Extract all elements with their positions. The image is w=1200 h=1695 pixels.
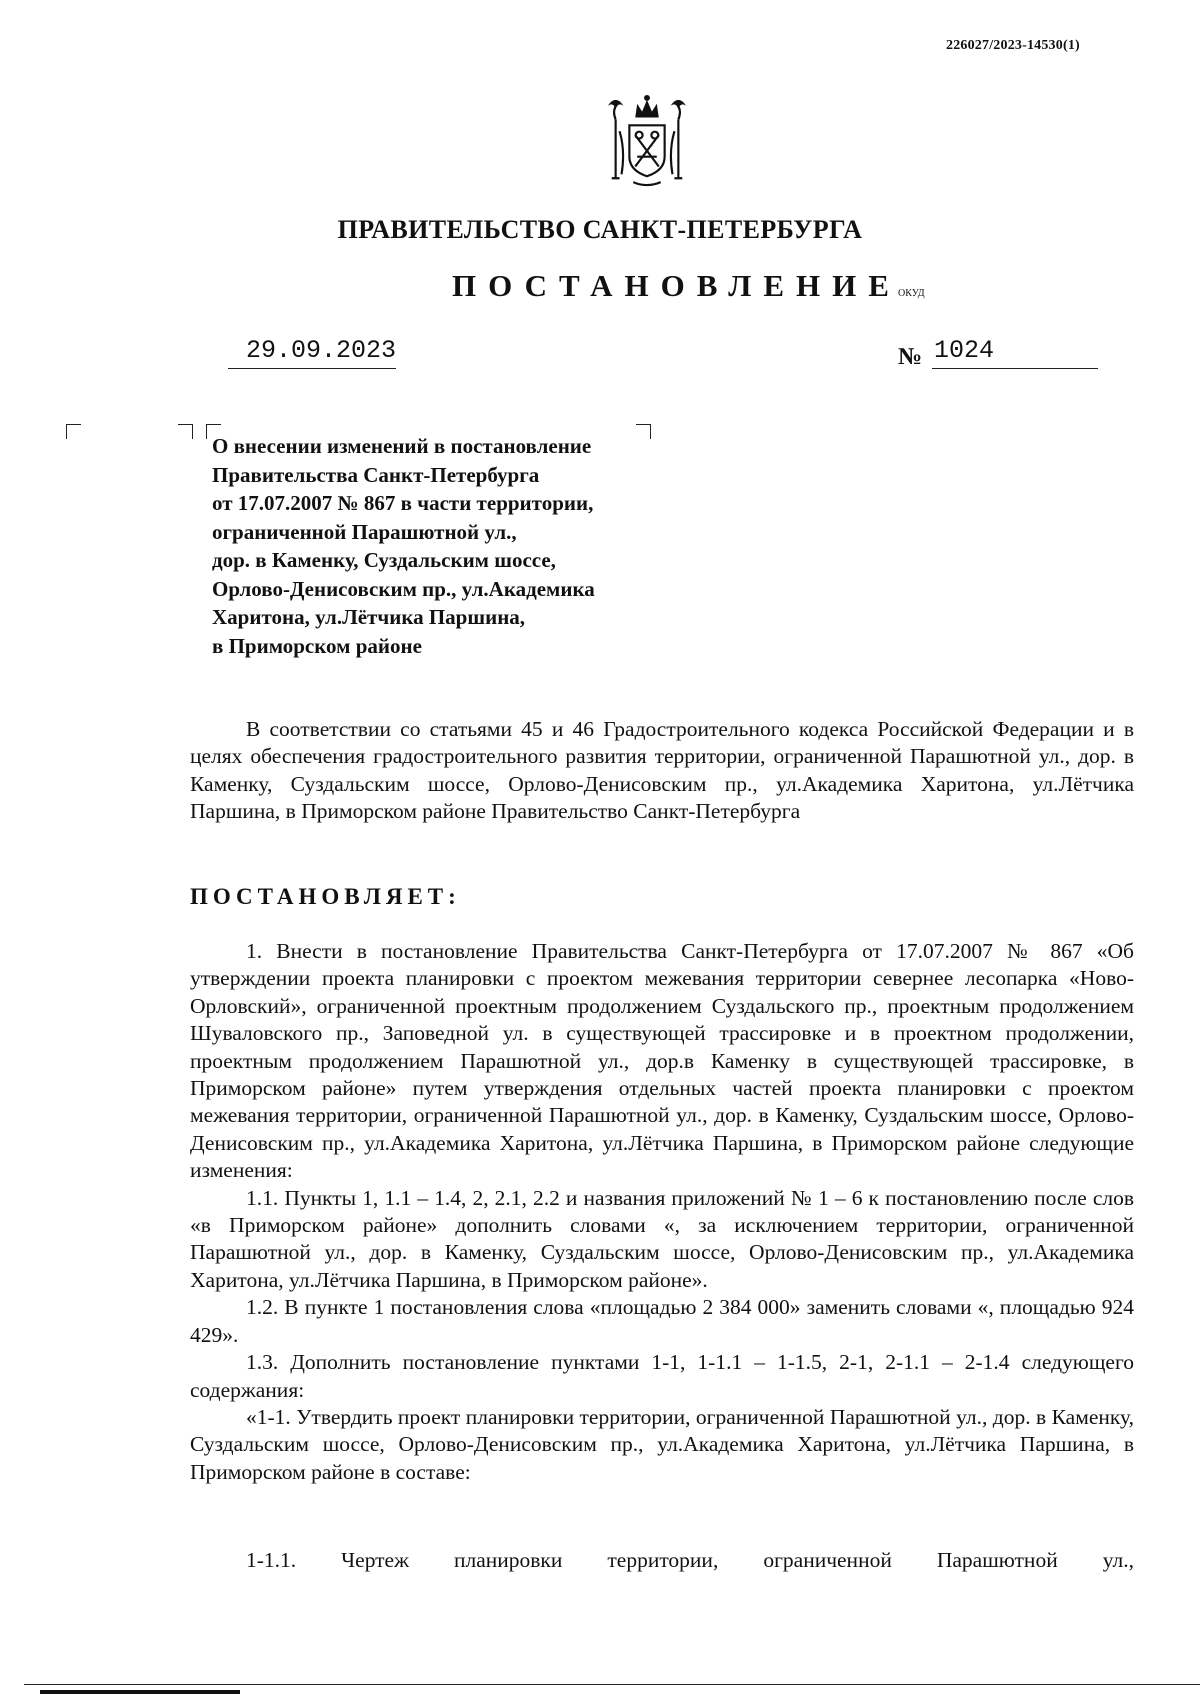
subject-line: Орлово-Денисовским пр., ул.Академика	[212, 576, 595, 601]
resolution-body	[190, 938, 1134, 1486]
paragraph-continued: 1-1.1. Чертеж планировки территории, ограниченной Парашютной ул.,	[246, 1548, 1134, 1572]
paragraph: 1.2. В пункте 1 постановления слова «площадью 2 384 000» заменить словами «, площадью 924 429».	[190, 1295, 1134, 1347]
subject-line: Правительства Санкт-Петербурга	[212, 462, 540, 487]
paragraph: 1. Внести в постановление Правительства Санкт-Петербурга от 17.07.2007 № 867 «Об утверждении проекта планировки с проектом межевания территории севернее лесопарка «Ново-Орловский», ограниченной проектным продолжением Суздальского пр., проектным продолжением Шуваловского пр., Заповедной ул. в существующей трассировке и в проектном продолжении, проектным продолжением Парашютной ул., дор.в Каменку в существующей трассировке, в Приморском районе» путем утверждения отдельных частей проекта планировки с проектом межевания территории, ограниченной Парашютной ул., дор. в Каменку, Суздальским шоссе, Орлово-Денисовским пр., ул.Академика Харитона, ул.Лётчика Паршина, в Приморском районе следующие изменения:	[190, 939, 1134, 1183]
document-type: ПОСТАНОВЛЕНИЕ	[452, 268, 901, 303]
subject-line: Харитона, ул.Лётчика Паршина,	[212, 605, 526, 629]
corner-mark	[178, 424, 193, 439]
page-bottom-rule	[24, 1684, 1200, 1685]
coat-of-arms-icon	[598, 92, 696, 190]
subject-heading	[212, 432, 682, 660]
preamble	[190, 716, 1134, 826]
number-value: 1024	[934, 336, 995, 365]
subject-line: от 17.07.2007 № 867 в части территории,	[212, 491, 594, 515]
subject-line: в Приморском районе	[212, 633, 422, 658]
okud-label: ОКУД	[898, 288, 925, 299]
subject-line: О внесении изменений в постановление	[212, 434, 592, 458]
government-title: ПРАВИТЕЛЬСТВО САНКТ-ПЕТЕРБУРГА	[337, 215, 863, 244]
page-bottom-mark	[40, 1690, 240, 1694]
paragraph: «1-1. Утвердить проект планировки территории, ограниченной Парашютной ул., дор. в Каменку, Суздальским шоссе, Орлово-Денисовским пр., ул.Академика Харитона, ул.Лётчика Паршина, в Приморском районе в составе:	[190, 1404, 1134, 1484]
number-field	[932, 338, 1098, 369]
resolves-heading: ПОСТАНОВЛЯЕТ:	[190, 884, 461, 909]
subject-line: дор. в Каменку, Суздальским шоссе,	[212, 548, 556, 572]
paragraph: 1.1. Пункты 1, 1.1 – 1.4, 2, 2.1, 2.2 и названия приложений № 1 – 6 к постановлению после слов «в Приморском районе» дополнить словами «, за исключением территории, ограниченной Парашютной ул., дор. в Каменку, Суздальским шоссе, Орлово-Денисовским пр., ул.Академика Харитона, ул.Лётчика Паршина, в Приморском районе».	[190, 1185, 1134, 1292]
date-value: 29.09.2023	[246, 336, 397, 365]
number-sign: №	[898, 344, 923, 370]
date-field	[228, 338, 396, 369]
paragraph: 1.3. Дополнить постановление пунктами 1-1, 1-1.1 – 1-1.5, 2-1, 2-1.1 – 2-1.4 следующего содержания:	[190, 1350, 1134, 1402]
subject-line: ограниченной Парашютной ул.,	[212, 519, 517, 544]
document-id: 226027/2023-14530(1)	[946, 38, 1080, 53]
preamble-text: В соответствии со статьями 45 и 46 Градостроительного кодекса Российской Федерации и в целях обеспечения градостроительного развития территории, ограниченной Парашютной ул., дор. в Каменку, Суздальским шоссе, Орлово-Денисовским пр., ул.Академика Харитона, ул.Лётчика Паршина, в Приморском районе Правительство Санкт-Петербурга	[190, 717, 1134, 824]
corner-mark	[66, 424, 81, 439]
